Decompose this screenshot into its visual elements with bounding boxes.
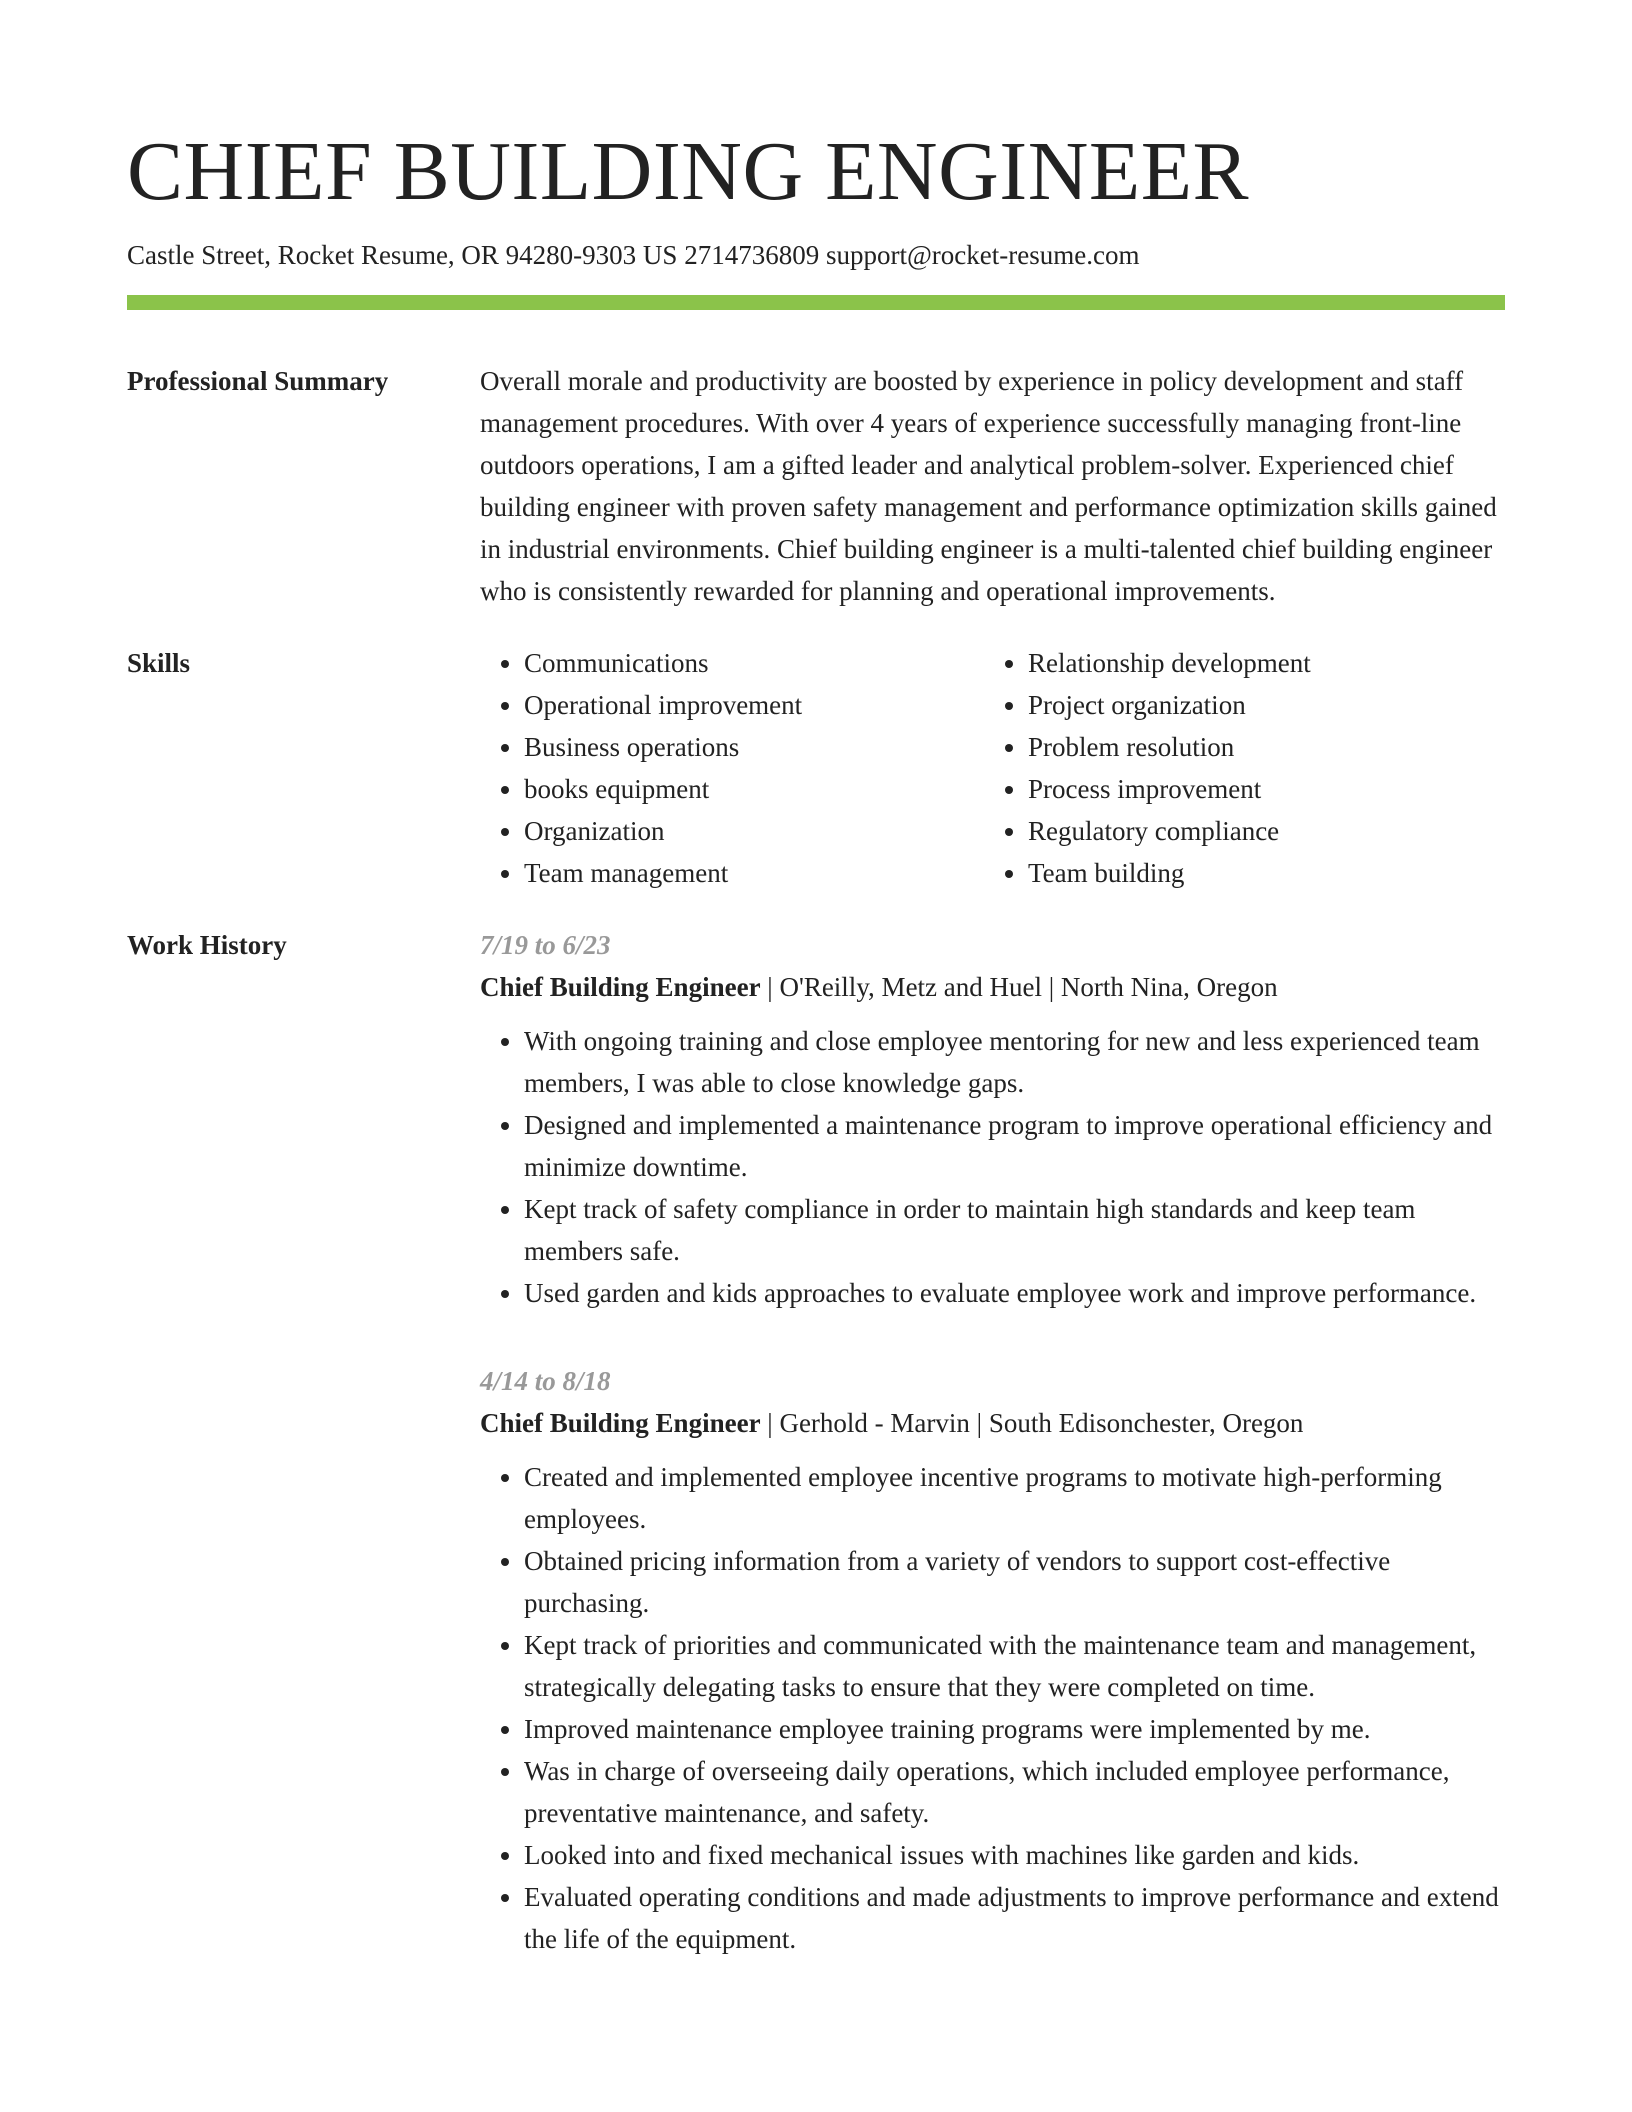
skills-list-left: [480, 642, 984, 894]
job-bullet: • Used garden and kids approaches to evaluate employee work and improve performance.: [524, 1272, 1505, 1314]
skill-item: • Problem resolution: [1028, 726, 1488, 768]
job-dates: 7/19 to 6/23: [480, 930, 611, 961]
accent-divider: [127, 295, 1505, 310]
job-location: North Nina, Oregon: [1060, 972, 1278, 1003]
job-entry: [480, 1360, 1505, 1960]
skill-item: • Team building: [1028, 852, 1488, 894]
skill-item: • Organization: [524, 810, 984, 852]
skill-item: • Relationship development: [1028, 642, 1488, 684]
skills-section: [127, 642, 1505, 894]
resume-page: [127, 118, 1505, 2006]
job-heading: Chief Building Engineer | Gerhold - Marvin | South Edisonchester, Oregon: [480, 1408, 1304, 1439]
job-bullets: [480, 1020, 1505, 1314]
job-bullet: • Evaluated operating conditions and made adjustments to improve performance and extend the life of the equipment.: [524, 1876, 1505, 1960]
job-dates: 4/14 to 8/18: [480, 1366, 611, 1397]
skill-item: • Regulatory compliance: [1028, 810, 1488, 852]
job-bullet: • Obtained pricing information from a variety of vendors to support cost-effective purchasing.: [524, 1540, 1505, 1624]
skills-list-right: [984, 642, 1488, 894]
summary-text: Overall morale and productivity are boosted by experience in policy development and staff management procedures. With over 4 years of experience successfully managing front-line outdoors operations, I am a gifted leader and analytical problem-solver. Experienced chief building engineer with proven safety management and performance optimization skills gained in industrial environments. Chief building engineer is a multi-talented chief building engineer who is consistently rewarded for planning and operational improvements.: [480, 366, 1497, 607]
page-title: CHIEF BUILDING ENGINEER: [127, 125, 1250, 218]
job-company: Gerhold - Marvin: [779, 1408, 970, 1439]
section-title-skills: Skills: [127, 648, 191, 679]
skill-item: • books equipment: [524, 768, 984, 810]
job-bullet: • Kept track of priorities and communicated with the maintenance team and management, strategically delegating tasks to ensure that they were completed on time.: [524, 1624, 1505, 1708]
job-entry: [480, 924, 1505, 1314]
work-section: [127, 924, 1505, 2006]
job-bullet: • Improved maintenance employee training programs were implemented by me.: [524, 1708, 1505, 1750]
section-title-summary: Professional Summary: [127, 366, 389, 397]
section-title-work: Work History: [127, 930, 287, 961]
job-company: O'Reilly, Metz and Huel: [779, 972, 1043, 1003]
job-bullet: • Created and implemented employee incentive programs to motivate high-performing employees.: [524, 1456, 1505, 1540]
job-bullets: [480, 1456, 1505, 1960]
job-role: Chief Building Engineer: [480, 972, 761, 1003]
skill-item: • Business operations: [524, 726, 984, 768]
job-location: South Edisonchester, Oregon: [988, 1408, 1304, 1439]
skill-item: • Communications: [524, 642, 984, 684]
job-bullet: • With ongoing training and close employee mentoring for new and less experienced team members, I was able to close knowledge gaps.: [524, 1020, 1505, 1104]
job-bullet: • Was in charge of overseeing daily operations, which included employee performance, preventative maintenance, and safety.: [524, 1750, 1505, 1834]
skill-item: • Team management: [524, 852, 984, 894]
job-heading: Chief Building Engineer | O'Reilly, Metz and Huel | North Nina, Oregon: [480, 972, 1278, 1003]
skill-item: • Project organization: [1028, 684, 1488, 726]
summary-section: [127, 360, 1505, 612]
job-bullet: • Designed and implemented a maintenance program to improve operational efficiency and minimize downtime.: [524, 1104, 1505, 1188]
job-role: Chief Building Engineer: [480, 1408, 761, 1439]
contact-line: Castle Street, Rocket Resume, OR 94280-9303 US 2714736809 support@rocket-resume.com: [127, 240, 1140, 270]
skill-item: • Process improvement: [1028, 768, 1488, 810]
job-bullet: • Kept track of safety compliance in order to maintain high standards and keep team members safe.: [524, 1188, 1505, 1272]
job-bullet: • Looked into and fixed mechanical issues with machines like garden and kids.: [524, 1834, 1505, 1876]
skill-item: • Operational improvement: [524, 684, 984, 726]
